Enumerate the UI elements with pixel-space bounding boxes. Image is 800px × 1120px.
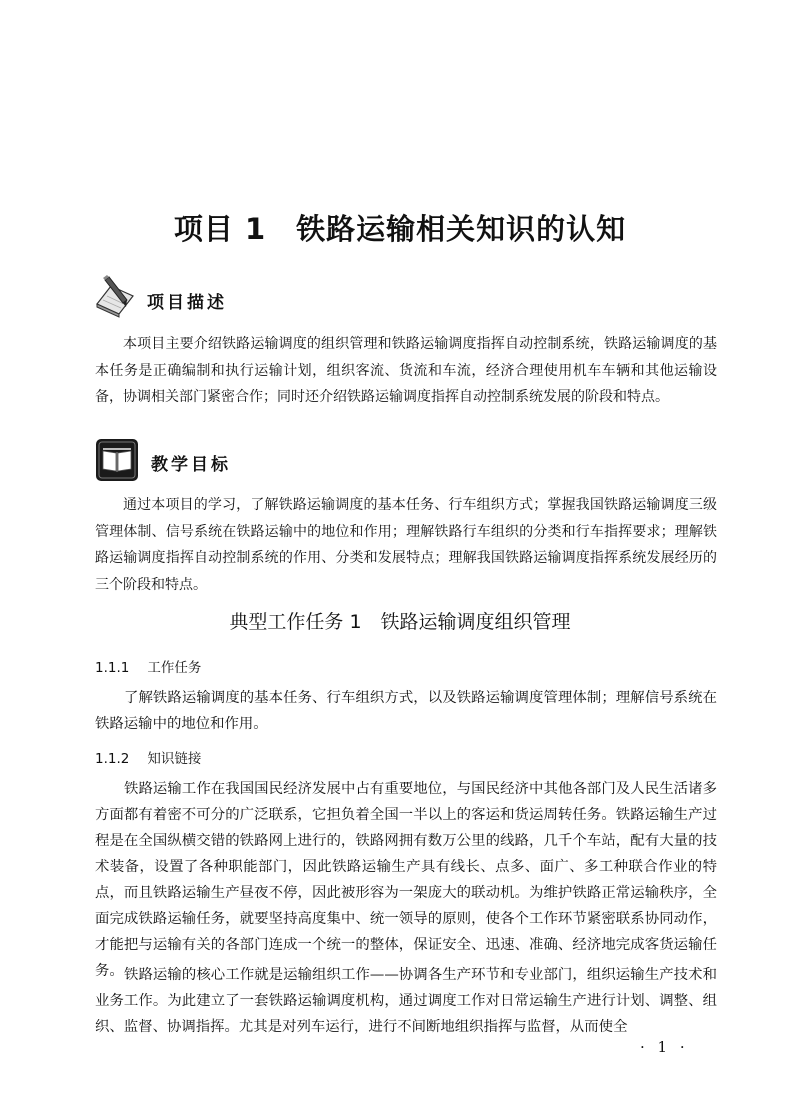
project-description-text: 本项目主要介绍铁路运输调度的组织管理和铁路运输调度指挥自动控制系统，铁路运输调度的基本任务是正确编制和执行运输计划，组织客流、货流和车流，经济合理使用机车车辆和其他运输设备，协调相关部门紧密合作；同时还介绍铁路运输调度指挥自动控制系统发展的阶段和特点。 xyxy=(95,336,717,405)
section-heading-1-1-2 xyxy=(95,747,201,767)
knowledge-link-paragraph-2: 铁路运输的核心工作就是运输组织工作——协调各生产环节和专业部门，组织运输生产技术和业务工作。为此建立了一套铁路运输调度机构，通过调度工作对日常运输生产进行计划、调整、组织、监督、协调指挥。尤其是对列车运行，进行不间断地组织指挥与监督，从而使全 xyxy=(95,967,717,1035)
section-number: 1.1.1 xyxy=(95,660,130,676)
section-title: 工作任务 xyxy=(147,660,202,676)
work-task-paragraph: 了解铁路运输调度的基本任务、行车组织方式，以及铁路运输调度管理体制；理解信号系统在铁路运输中的地位和作用。 xyxy=(95,690,717,732)
page-number: · 1 · xyxy=(640,1038,689,1056)
open-book-icon xyxy=(95,438,139,482)
task-title: 典型工作任务 1 铁路运输调度组织管理 xyxy=(229,611,571,633)
chapter-title: 项目 1 铁路运输相关知识的认知 xyxy=(173,212,627,246)
section-heading-1-1-1 xyxy=(95,656,201,676)
section-number: 1.1.2 xyxy=(95,751,130,767)
project-description-heading: 项目描述 xyxy=(147,293,227,313)
teaching-goals-heading: 教学目标 xyxy=(151,455,231,475)
pen-on-paper-icon xyxy=(93,274,137,320)
teaching-goals-text: 通过本项目的学习，了解铁路运输调度的基本任务、行车组织方式；掌握我国铁路运输调度三级管理体制、信号系统在铁路运输中的地位和作用；理解铁路行车组织的分类和行车指挥要求；理解铁路运输调度指挥自动控制系统的作用、分类和发展特点；理解我国铁路运输调度指挥系统发展经历的三个阶段和特点。 xyxy=(95,497,717,593)
section-title: 知识链接 xyxy=(147,751,202,767)
knowledge-link-paragraph-1: 铁路运输工作在我国国民经济发展中占有重要地位，与国民经济中其他各部门及人民生活诸多方面都有着密不可分的广泛联系，它担负着全国一半以上的客运和货运周转任务。铁路运输生产过程是在全国纵横交错的铁路网上进行的，铁路网拥有数万公里的线路，几千个车站，配有大量的技术装备，设置了各种职能部门，因此铁路运输生产具有线长、点多、面广、多工种联合作业的特点，而且铁路运输生产昼夜不停，因此被形容为一架庞大的联动机。为维护铁路正常运输秩序，全面完成铁路运输任务，就要坚持高度集中、统一领导的原则，使各个工作环节紧密联系协同动作，才能把与运输有关的各部门连成一个统一的整体，保证安全、迅速、准确、经济地完成客货运输任务。 xyxy=(95,781,717,979)
